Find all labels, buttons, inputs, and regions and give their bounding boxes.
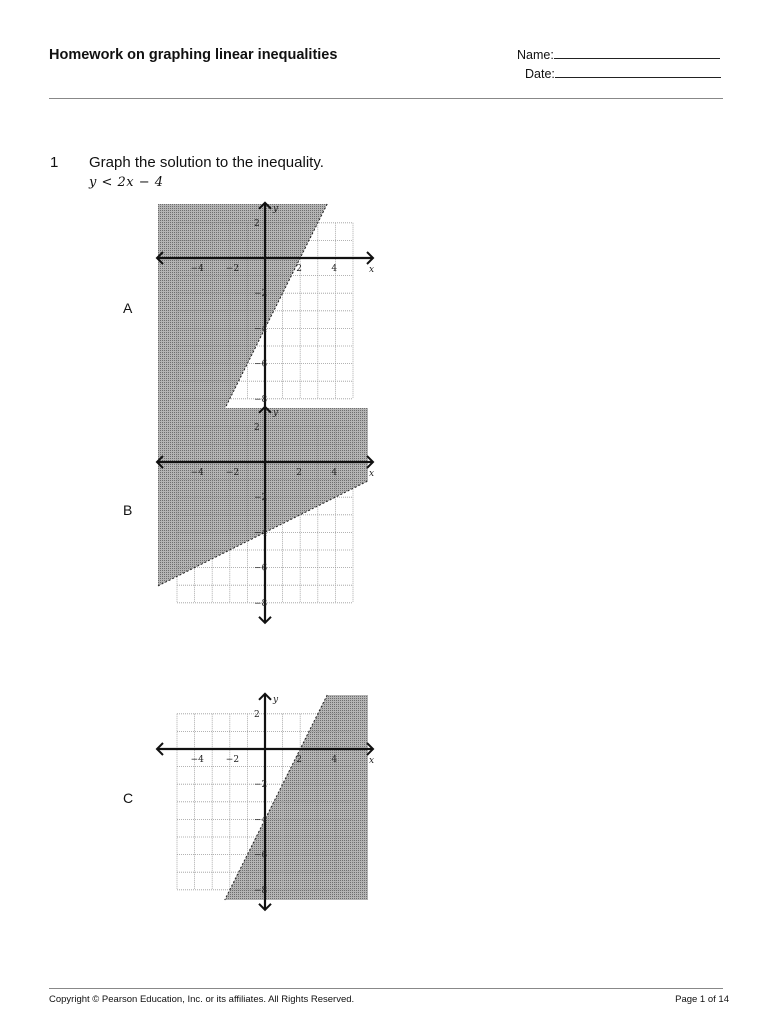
graph-option-c[interactable] — [157, 694, 374, 910]
y-tick-label: −8 — [254, 598, 268, 609]
y-tick-label: 2 — [254, 218, 260, 229]
question-prompt: Graph the solution to the inequality. — [89, 154, 324, 171]
x-tick-label: 2 — [296, 755, 302, 765]
y-axis-label: y — [273, 694, 279, 705]
y-tick-label: 2 — [254, 422, 260, 433]
x-tick-label: −2 — [225, 264, 240, 274]
y-axis-label: y — [273, 407, 279, 418]
page-number: Page 1 of 14 — [675, 994, 729, 1005]
y-tick-label: 2 — [254, 709, 260, 720]
y-tick-label: −8 — [254, 885, 268, 896]
y-tick-label: −4 — [254, 324, 268, 335]
shaded-region — [158, 204, 327, 410]
x-tick-label: 4 — [331, 755, 338, 765]
x-tick-label: 2 — [296, 264, 302, 274]
x-axis-label: x — [369, 265, 375, 275]
x-axis-label: x — [369, 469, 375, 479]
name-label: Name: — [517, 48, 554, 62]
option-c-label[interactable]: C — [123, 790, 134, 806]
y-tick-label: −6 — [254, 359, 268, 370]
y-tick-label: −6 — [254, 563, 268, 574]
y-tick-label: −2 — [254, 780, 268, 791]
x-tick-label: −4 — [190, 468, 204, 478]
page-title: Homework on graphing linear inequalities — [49, 47, 338, 63]
x-tick-label: 4 — [331, 468, 338, 478]
x-tick-label: 4 — [331, 264, 338, 274]
graph-clip-group — [158, 204, 327, 410]
footer-divider — [49, 988, 723, 989]
question-number: 1 — [50, 154, 59, 171]
option-a-label[interactable]: A — [123, 300, 133, 316]
x-axis-label: x — [369, 756, 375, 766]
y-tick-label: −4 — [254, 528, 268, 539]
y-tick-label: −8 — [254, 394, 268, 405]
graph-option-b[interactable] — [157, 407, 374, 623]
y-tick-label: −4 — [254, 815, 268, 826]
shaded-region — [225, 695, 368, 900]
copyright-text: Copyright © Pearson Education, Inc. or its affiliates. All Rights Reserved. — [49, 994, 355, 1005]
graph-clip-group — [225, 695, 368, 900]
x-tick-label: −4 — [190, 755, 204, 765]
x-tick-label: 2 — [296, 468, 302, 478]
y-tick-label: −6 — [254, 850, 268, 861]
y-tick-label: −2 — [254, 289, 268, 300]
graph-option-a[interactable] — [157, 203, 374, 419]
y-tick-label: −2 — [254, 493, 268, 504]
option-b-label[interactable]: B — [123, 502, 133, 518]
x-tick-label: −2 — [225, 755, 240, 765]
x-tick-label: −4 — [190, 264, 204, 274]
inequality: y < 2x − 4 — [89, 175, 164, 190]
x-tick-label: −2 — [225, 468, 240, 478]
date-label: Date: — [525, 67, 555, 81]
y-axis-label: y — [273, 203, 279, 214]
